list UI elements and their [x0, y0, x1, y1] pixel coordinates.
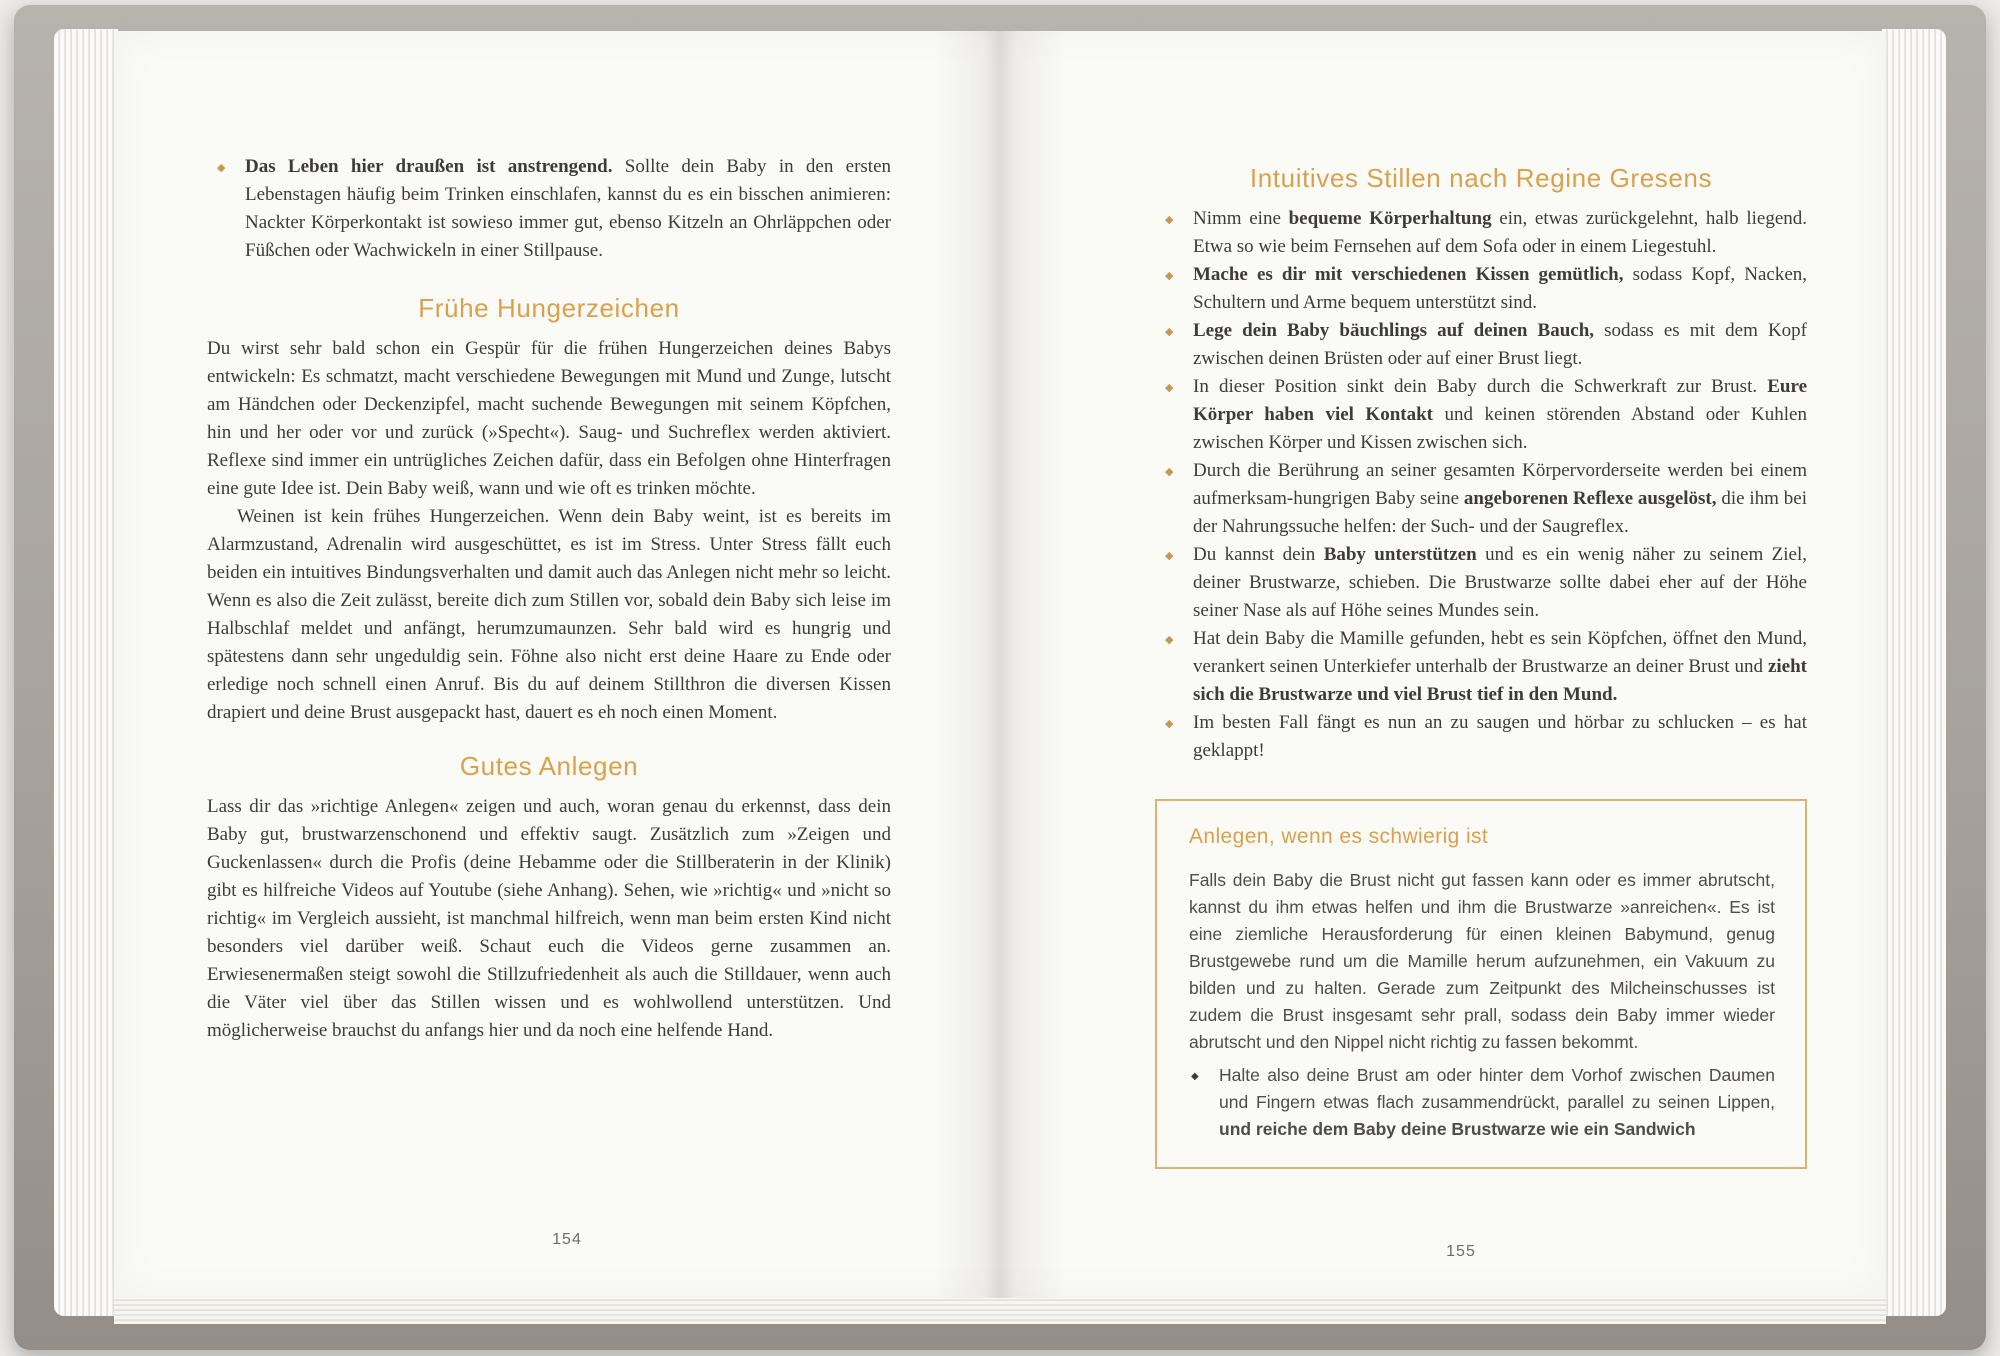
section-heading-gutes-anlegen: Gutes Anlegen: [459, 751, 639, 781]
list-item: [1155, 261, 1807, 317]
list-item: [1155, 317, 1807, 373]
list-item: [1155, 625, 1807, 709]
list-item: [1155, 205, 1807, 261]
paragraph: Lass dir das »richtige Anlegen« zeigen und auch, woran genau du erkennst, dass dein Baby gut, brustwarzenschonend und effektiv saugt. Zusätzlich zum »Zeigen und Guckenlassen« durch die Profis (deine Hebamme oder die Stillberaterin in der Klinik) gibt es hilfreiche Videos auf Youtube (siehe Anhang). Sehen, wie »richtig« und »nicht so richtig« im Vergleich aussieht, ist manchmal hilfreich, wenn man beim ersten Kind nicht besonders viel darüber weiß. Schaut euch die Videos gerne zusammen an. Erwiesenermaßen steigt sowohl die Stillzufriedenheit als auch die Stilldauer, wenn auch die Väter viel über das Stillen wissen und es wohlwollend unterstützen. Und möglicherweise brauchst du anfangs hier und da noch eine helfende Hand.: [207, 796, 891, 1041]
bullet-text: Lege dein Baby bäuchlings auf deinen Bauch, sodass es mit dem Kopf zwischen deinen Brüsten oder auf einer Brust liegt.: [1193, 320, 1807, 369]
diamond-bullet-icon: ◆: [1165, 549, 1174, 562]
intro-bullet-list: [207, 153, 891, 265]
bullet-text: Halte also deine Brust am oder hinter dem Vorhof zwischen Daumen und Fingern etwas flach zusammendrückt, parallel zu seinen Lippen, und reiche dem Baby deine Brustwarze wie ein Sandwich: [1219, 1065, 1775, 1139]
steps-bullet-list: [1155, 205, 1807, 765]
page-edges-right: [1882, 29, 1946, 1316]
book-cover: [14, 5, 1986, 1350]
bullet-text: Hat dein Baby die Mamille gefunden, hebt es sein Köpfchen, öffnet den Mund, verankert seinen Unterkiefer unterhalb der Brustwarze an deiner Brust und zieht sich die Brustwarze und viel Brust tief in den Mund.: [1193, 628, 1807, 705]
list-item: [1155, 373, 1807, 457]
section-heading-intuitives-stillen: Intuitives Stillen nach Regine Gresens: [1249, 163, 1713, 193]
bullet-text: Im besten Fall fängt es nun an zu saugen und hörbar zu schlucken – es hat geklappt!: [1193, 712, 1807, 761]
paragraph: Weinen ist kein frühes Hungerzeichen. Wenn dein Baby weint, ist es bereits im Alarmzustand, Adrenalin wird ausgeschüttet, es ist im Stress. Unter Stress fällt euch beiden ein intuitives Bindungsverhalten und damit auch das Anlegen nicht mehr so leicht. Wenn es also die Zeit zulässt, bereite dich zum Stillen vor, sobald dein Baby sich leise im Halbschlaf meldet und anfängt, herumzumaunzen. Sehr bald wird es hungrig und spätestens dann sehr ungeduldig sein. Föhne also nicht erst deine Haare zu Ende oder erledige noch schnell einen Anruf. Bis du auf deinem Stillthron die diversen Kissen drapiert und deine Brust ausgepackt hast, dauert es eh noch einen Moment.: [207, 506, 891, 723]
callout-box: [1155, 799, 1807, 1169]
list-item: [1155, 541, 1807, 625]
list-item: [1155, 457, 1807, 541]
bullet-text: In dieser Position sinkt dein Baby durch die Schwerkraft zur Brust. Eure Körper haben viel Kontakt und keinen störenden Abstand oder Kuhlen zwischen Körper und Kissen zwischen sich.: [1193, 376, 1807, 453]
bullet-text: Durch die Berührung an seiner gesamten Körpervorderseite werden bei einem aufmerksam-hungrigen Baby seine angeborenen Reflexe ausgelöst, die ihm bei der Nahrungssuche helfen: der Such- und der Saugreflex.: [1193, 460, 1807, 537]
page-edges-left: [54, 29, 118, 1316]
bullet-text: Nimm eine bequeme Körperhaltung ein, etwas zurückgelehnt, halb liegend. Etwa so wie beim Fernsehen auf dem Sofa oder in einem Liegestuhl.: [1193, 208, 1808, 257]
diamond-bullet-icon: ◆: [1165, 325, 1174, 338]
callout-box-body: Falls dein Baby die Brust nicht gut fassen kann oder es immer abrutscht, kannst du ihm etwas helfen und ihm die Brustwarze »anreichen«. Es ist eine ziemliche Herausforderung für einen kleinen Babymund, genug Brustgewebe rund um die Mamille herum aufzunehmen, ein Vakuum zu bilden und zu halten. Gerade zum Zeitpunkt des Milcheinschusses ist zudem die Brust insgesamt sehr prall, sodass dein Baby immer wieder abrutscht und den Nippel nicht richtig zu fassen bekommt.: [1189, 870, 1775, 1052]
diamond-bullet-icon: ◆: [1165, 717, 1174, 730]
diamond-bullet-icon: ◆: [1165, 633, 1174, 646]
page-number-left: 154: [552, 1231, 582, 1248]
callout-box-bullet-list: [1189, 1062, 1775, 1143]
list-item: [1189, 1062, 1775, 1143]
left-page-content: [207, 153, 891, 1045]
callout-box-title: Anlegen, wenn es schwierig ist: [1189, 825, 1489, 848]
bullet-text: Du kannst dein Baby unterstützen und es ein wenig näher zu seinem Ziel, deiner Brustwarze, schieben. Die Brustwarze sollte dabei eher auf der Höhe seiner Nase als auf Höhe seines Mundes sein.: [1193, 544, 1807, 621]
paragraph: Du wirst sehr bald schon ein Gespür für die frühen Hungerzeichen deines Babys entwickeln: Es schmatzt, macht verschiedene Bewegungen mit Mund und Zunge, lutscht am Händchen oder Deckenzipfel, macht suchende Bewegungen mit seinem Köpfchen, hin und her oder vor und zurück (»Specht«). Saug- und Suchreflex werden aktiviert. Reflexe sind immer ein untrügliches Zeichen dafür, dass ein Befolgen ohne Hinterfragen eine gute Idee ist. Dein Baby weiß, wann und wie oft es trinken möchte.: [207, 338, 891, 499]
diamond-bullet-icon: ◆: [217, 161, 226, 174]
page-number-right: 155: [1446, 1243, 1476, 1260]
diamond-bullet-icon: ◆: [1191, 1071, 1199, 1082]
diamond-bullet-icon: ◆: [1165, 465, 1174, 478]
gutter-shadow: [935, 31, 1065, 1298]
bullet-text: Das Leben hier draußen ist anstrengend. Sollte dein Baby in den ersten Lebenstagen häufig beim Trinken einschlafen, kannst du es ein bisschen animieren: Nackter Körperkontakt ist sowieso immer gut, ebenso Kitzeln an Ohrläppchen oder Füßchen oder Wachwickeln in einer Stillpause.: [245, 156, 891, 261]
right-page-content: [1155, 151, 1807, 1169]
list-item: [1155, 709, 1807, 765]
page-edges-bottom: [114, 1296, 1886, 1324]
section-heading-fruehe-hungerzeichen: Frühe Hungerzeichen: [418, 293, 680, 323]
diamond-bullet-icon: ◆: [1165, 213, 1174, 226]
diamond-bullet-icon: ◆: [1165, 381, 1174, 394]
bullet-text: Mache es dir mit verschiedenen Kissen gemütlich, sodass Kopf, Nacken, Schultern und Arme bequem unterstützt sind.: [1193, 264, 1807, 313]
diamond-bullet-icon: ◆: [1165, 269, 1174, 282]
list-item: [207, 153, 891, 265]
